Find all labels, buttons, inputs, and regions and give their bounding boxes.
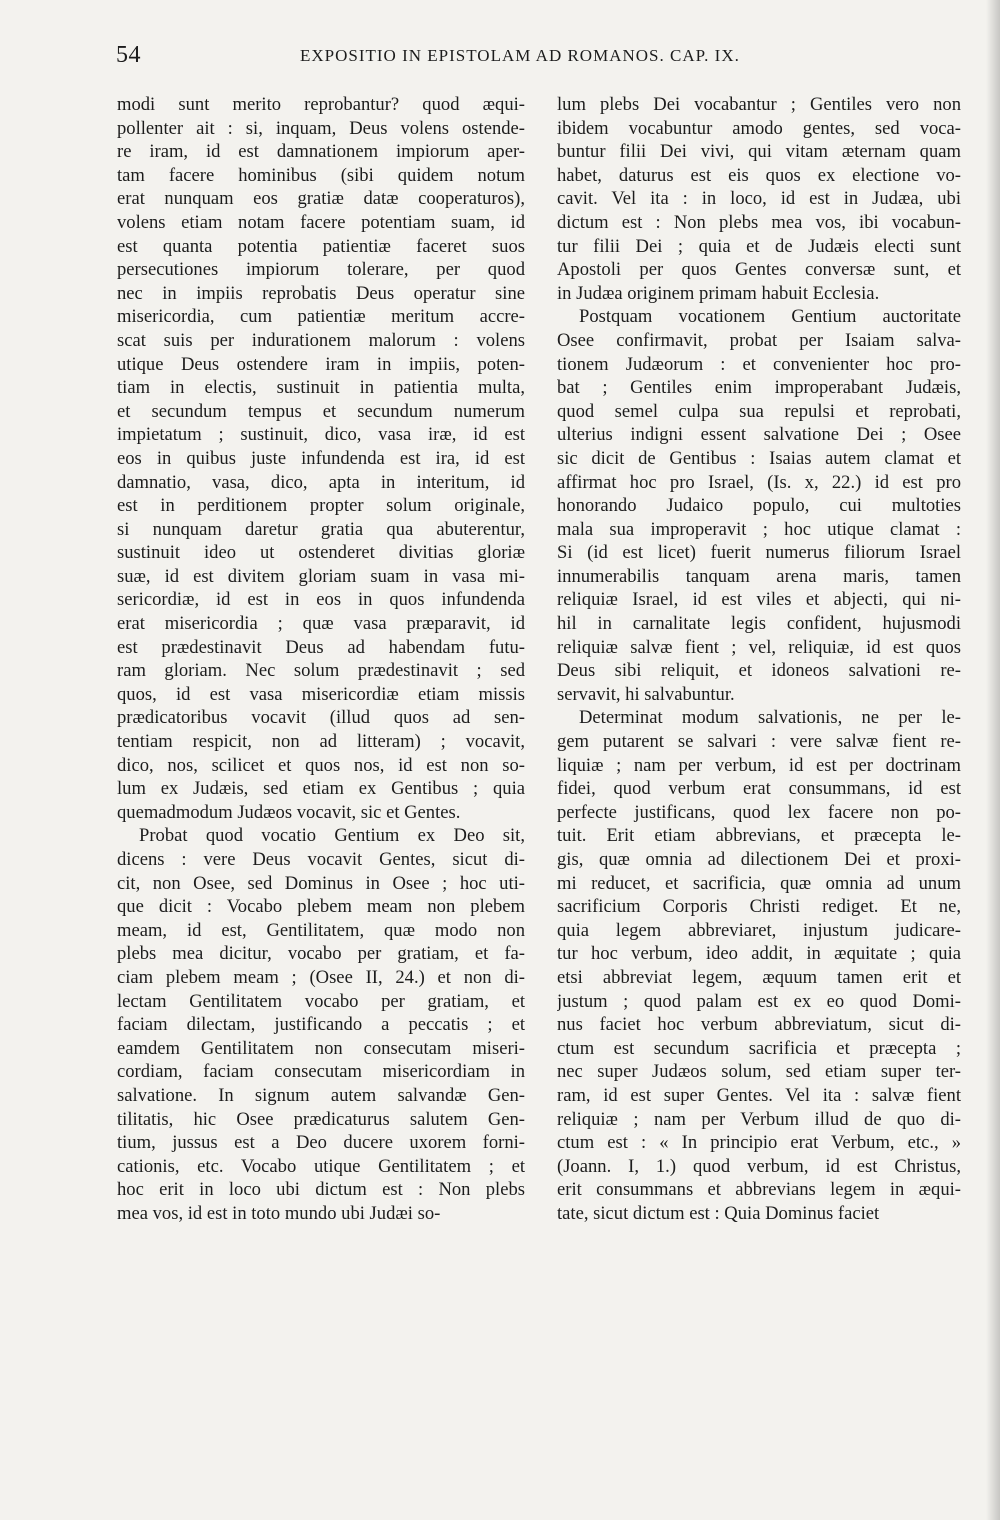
text-line: cit, non Osee, sed Dominus in Osee ; hoc uti- (117, 872, 525, 894)
text-line: ram, id est super Gentes. Vel ita : salvæ fient (557, 1084, 961, 1106)
text-line: honorando Judaico populo, cui multoties (557, 495, 961, 517)
text-line: ram gloriam. Nec solum prædestinavit ; sed (117, 660, 525, 682)
text-line: est prædestinavit Deus ad habendam futu- (117, 636, 525, 658)
text-line: bat ; Gentiles enim improperabant Judæis, (557, 377, 961, 399)
text-line: sustinuit ideo ut ostenderet divitias gloriæ (117, 542, 525, 564)
text-line: suæ, id est divitem gloriam suam in vasa mi- (117, 565, 525, 587)
text-line: cavit. Vel ita : in loco, id est in Judæa, ubi (557, 188, 961, 210)
text-line: misericordia, cum patientiæ meritum accre- (117, 306, 525, 328)
text-line: et secundum tempus et secundum numerum (117, 400, 525, 422)
text-line: erat nunquam eos gratiæ datæ cooperaturos), (117, 188, 525, 210)
text-line: sic dicit de Gentibus : Isaias autem clamat et (557, 447, 961, 469)
text-line: Si (id est licet) fuerit numerus filiorum Israel (557, 542, 961, 564)
text-line: (Joann. I, 1.) quod verbum, id est Christus, (557, 1155, 961, 1177)
text-line: dico, nos, scilicet et quos nos, id est non so- (117, 754, 525, 776)
text-line: Probat quod vocatio Gentium ex Deo sit, (139, 825, 525, 847)
text-line: quemadmodum Judæos vocavit, sic et Gentes. (117, 801, 461, 823)
text-line: ctum est secundum sacrificia et præcepta ; (557, 1037, 961, 1059)
text-line: Deus sibi reliquit, et idoneos salvationi re- (557, 660, 961, 682)
text-line: habet, daturus est eis quos ex electione vo- (557, 164, 961, 186)
text-line: nec super Judæos solum, sed etiam super ter- (557, 1061, 961, 1083)
text-line: pollenter ait : si, inquam, Deus volens ostende- (117, 117, 525, 139)
text-line: nec in impiis reprobatis Deus operatur sine (117, 282, 525, 304)
text-line: justum ; quod palam est ex eo quod Domi- (557, 990, 961, 1012)
text-line: dicens : vere Deus vocavit Gentes, sicut di- (117, 849, 525, 870)
text-line: mala sua improperavit ; hoc utique clamat : (557, 518, 961, 540)
text-line: tiam in electis, sustinuit in patientia multa, (117, 377, 525, 399)
text-line: servavit, hi salvabuntur. (557, 683, 735, 705)
text-line: meam, id est, Gentilitatem, quæ modo non (117, 919, 525, 941)
text-line: lectam Gentilitatem vocabo per gratiam, et (117, 990, 525, 1012)
text-line: nus faciet hoc verbum abbreviatum, sicut di- (557, 1014, 961, 1036)
text-line: hoc erit in loco ubi dictum est : Non plebs (117, 1179, 525, 1201)
left-column (117, 93, 525, 1226)
text-line: salvatione. In signum autem salvandæ Gen- (117, 1084, 525, 1106)
text-line: innumerabilis tanquam arena maris, tamen (557, 565, 961, 587)
text-line: etsi abbreviat legem, æquum tamen erit et (557, 966, 961, 988)
text-line: sacrificium Corporis Christi rediget. Et ne, (557, 896, 961, 918)
text-line: tur filii Dei ; quia et de Judæis electi sunt (557, 235, 961, 257)
text-line: erat misericordia ; quæ vasa præparavit, id (117, 613, 525, 635)
text-line: reliquiæ ; nam per Verbum illud de quo di- (557, 1108, 961, 1130)
text-line: eos in quibus juste infundenda est ira, id est (117, 447, 525, 469)
text-line: dictum est : Non plebs mea vos, ibi vocabun- (557, 211, 961, 233)
text-line: damnatio, vasa, dico, apta in interitum, id (117, 471, 525, 493)
text-line: eamdem Gentilitatem non consecutam miseri- (117, 1037, 525, 1059)
text-line: liquiæ ; nam per verbum, id est per doctrinam (557, 754, 961, 776)
text-line: utique Deus ostendere iram in impiis, poten- (117, 353, 525, 375)
text-line: impietatum ; sustinuit, dico, vasa iræ, id est (117, 424, 525, 446)
text-line: gem putarent se salvari : vere salvæ fient re- (557, 731, 961, 753)
text-line: gis, quæ omnia ad dilectionem Dei et proxi- (557, 849, 961, 870)
text-line: tam facere hominibus (sibi quidem notum (117, 164, 525, 186)
text-line: Osee confirmavit, probat per Isaiam salva- (557, 329, 961, 351)
text-line: perfecte justificans, quod lex facere non po- (557, 801, 961, 823)
text-line: cationis, etc. Vocabo utique Gentilitatem ; et (117, 1155, 525, 1177)
text-line: tium, jussus est a Deo ducere uxorem forni- (117, 1132, 525, 1154)
text-line: mi reducet, et sacrificia, quæ omnia ad unum (557, 872, 961, 894)
text-line: quod semel culpa sua repulsi et reprobati, (557, 400, 961, 422)
text-line: Determinat modum salvationis, ne per le- (579, 707, 961, 729)
text-line: hil in carnalitate legis confident, hujusmodi (557, 613, 961, 635)
text-line: ulterius indigni essent salvatione Dei ; Osee (557, 424, 961, 446)
text-line: modi sunt merito reprobantur? quod æqui- (117, 94, 525, 115)
text-line: tionem Judæorum : et convenienter hoc pro- (557, 353, 961, 375)
text-line: cordiam, faciam consecutam misericordiam in (117, 1061, 525, 1083)
text-line: lum ex Judæis, sed etiam ex Gentibus ; quia (117, 778, 525, 800)
text-line: persecutiones impiorum tolerare, per quod (117, 259, 525, 281)
text-line: si nunquam daretur gratia qua abuterentur, (117, 518, 525, 540)
text-line: sericordiæ, id est in eos in quos infundenda (117, 589, 525, 611)
page-number: 54 (116, 42, 141, 68)
text-line: ctum est : « In principio erat Verbum, etc., » (557, 1132, 961, 1154)
text-line: tuit. Erit etiam abbrevians, et præcepta le- (557, 825, 961, 847)
text-line: faciam dilectam, justificando a peccatis ; et (117, 1014, 525, 1036)
text-line: tilitatis, hic Osee prædicaturus salutem Gen- (117, 1108, 525, 1130)
text-line: mea vos, id est in toto mundo ubi Judæi so- (117, 1202, 441, 1224)
text-line: volens etiam notam facere potentiam suam, id (117, 211, 525, 233)
running-head: EXPOSITIO IN EPISTOLAM AD ROMANOS. CAP. IX. (300, 46, 740, 65)
text-line: in Judæa originem primam habuit Ecclesia. (557, 282, 880, 304)
text-line: Apostoli per quos Gentes conversæ sunt, et (557, 259, 961, 281)
right-column (557, 93, 961, 1226)
text-line: prædicatoribus vocavit (illud quos ad sen- (117, 707, 525, 729)
text-line: que dicit : Vocabo plebem meam non plebem (117, 896, 525, 918)
text-line: re iram, id est damnationem impiorum aper- (117, 141, 525, 163)
text-line: erit consummans et abbrevians legem in æqui- (557, 1179, 961, 1201)
text-line: ciam plebem meam ; (Osee II, 24.) et non di- (117, 966, 525, 988)
text-line: est in perditionem propter solum originale, (117, 495, 525, 517)
text-line: tur hoc verbum, ideo addit, in æquitate ; quia (557, 943, 961, 965)
text-line: tate, sicut dictum est : Quia Dominus faciet (557, 1202, 880, 1224)
text-line: Postquam vocationem Gentium auctoritate (579, 306, 961, 328)
text-line: quia legem abbreviaret, injustum judicare- (557, 919, 961, 941)
text-line: ibidem vocabuntur amodo gentes, sed voca- (557, 117, 961, 139)
text-line: tentiam respicit, non ad litteram) ; vocavit, (117, 731, 525, 753)
text-line: plebs mea dicitur, vocabo per gratiam, et fa- (117, 943, 525, 965)
text-line: reliquiæ salvæ fient ; vel, reliquiæ, id est quos (557, 636, 961, 658)
text-line: reliquiæ Israel, id est viles et abjecti, qui ni- (557, 589, 961, 611)
text-line: lum plebs Dei vocabantur ; Gentiles vero non (557, 94, 961, 115)
text-line: buntur filii Dei vivi, qui vitam æternam quam (557, 141, 961, 163)
text-line: scat suis per indurationem malorum : volens (117, 329, 525, 351)
text-line: affirmat hoc pro Israel, (Is. x, 22.) id est pro (557, 471, 961, 493)
text-line: fidei, quod verbum erat consummans, id est (557, 778, 961, 800)
text-line: quos, id est vasa misericordiæ etiam missis (117, 683, 525, 705)
text-line: est quanta potentia patientiæ faceret suos (117, 235, 525, 257)
page-edge-shadow (986, 0, 1000, 1520)
